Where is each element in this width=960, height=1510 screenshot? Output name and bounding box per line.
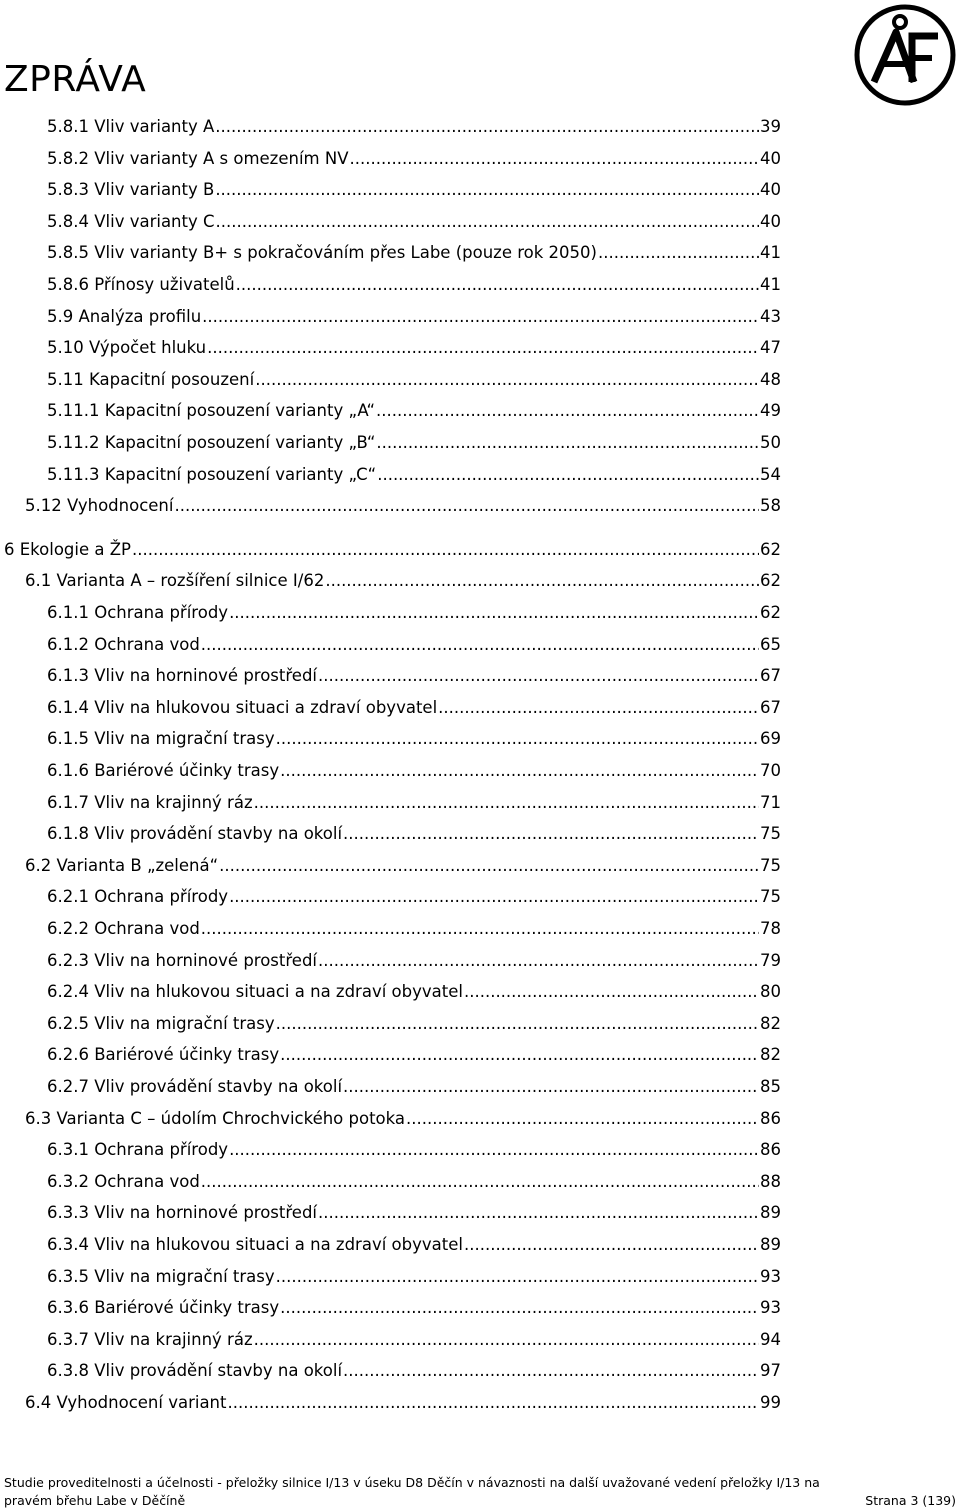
footer-document-subtitle: pravém břehu Labe v Děčíně bbox=[4, 1493, 186, 1508]
toc-entry-heading bbox=[47, 1013, 275, 1035]
toc-entry-number: 6.3.6 bbox=[47, 1298, 89, 1318]
toc-entry[interactable] bbox=[47, 792, 781, 814]
toc-entry-number: 5.8.6 bbox=[47, 275, 89, 294]
toc-entry-number: 6.3.8 bbox=[47, 1361, 89, 1381]
toc-entry-heading bbox=[47, 634, 200, 656]
toc-entry-heading bbox=[47, 116, 214, 138]
toc-entry-number: 6.1.4 bbox=[47, 697, 89, 717]
toc-entry-title: Kapacitní posouzení varianty „B“ bbox=[104, 433, 376, 452]
toc-entry-page: 82 bbox=[760, 1013, 781, 1033]
toc-dot-leader bbox=[254, 792, 759, 814]
toc-dot-leader bbox=[343, 1360, 759, 1382]
toc-entry-heading bbox=[47, 918, 200, 940]
toc-entry-number: 5.12 bbox=[25, 496, 62, 516]
toc-entry-number: 6.1.2 bbox=[47, 634, 89, 654]
toc-entry-page: 41 bbox=[760, 275, 781, 294]
toc-entry-number: 5.11.3 bbox=[47, 464, 100, 484]
toc-entry-page: 97 bbox=[760, 1361, 781, 1381]
toc-entry-number: 5.9 bbox=[47, 306, 74, 326]
toc-entry-page: 89 bbox=[760, 1203, 781, 1223]
footer-document-title: Studie proveditelnosti a účelnosti - přeložky silnice I/13 v úseku D8 Děčín v návaznosti na další uvažované vedení přeložky I/13 na bbox=[4, 1475, 820, 1490]
toc-entry-page: 58 bbox=[760, 496, 781, 516]
toc-entry-title: Ochrana přírody bbox=[94, 1140, 229, 1160]
toc-entry-number: 6.3.5 bbox=[47, 1266, 89, 1286]
toc-entry[interactable] bbox=[25, 1108, 781, 1130]
toc-entry[interactable] bbox=[47, 760, 781, 782]
toc-entry-page: 94 bbox=[760, 1329, 781, 1349]
toc-dot-leader bbox=[325, 570, 759, 592]
toc-entry[interactable] bbox=[47, 1171, 781, 1193]
toc-entry[interactable] bbox=[47, 1202, 781, 1224]
toc-dot-leader bbox=[464, 1234, 759, 1256]
toc-dot-leader bbox=[464, 981, 759, 1003]
toc-entry-heading bbox=[47, 665, 317, 687]
toc-entry[interactable] bbox=[47, 242, 781, 264]
toc-entry-number: 6.1.6 bbox=[47, 761, 89, 780]
toc-entry-number: 6.4 bbox=[25, 1393, 52, 1412]
toc-entry[interactable] bbox=[25, 1392, 781, 1414]
toc-entry-title: Vliv varianty B+ s pokračováním přes Labe (pouze rok 2050) bbox=[94, 243, 597, 263]
toc-dot-leader bbox=[318, 950, 759, 972]
toc-entry-page: 79 bbox=[760, 950, 781, 970]
toc-dot-leader bbox=[376, 432, 759, 454]
toc-entry-page: 39 bbox=[760, 117, 781, 136]
toc-entry-title: Vliv provádění stavby na okolí bbox=[94, 824, 343, 844]
toc-entry-title: Bariérové účinky trasy bbox=[94, 761, 280, 780]
toc-entry-heading bbox=[25, 855, 218, 877]
toc-entry-heading bbox=[47, 1076, 342, 1098]
toc-entry[interactable] bbox=[47, 1329, 781, 1351]
toc-entry-number: 5.8.2 bbox=[47, 148, 89, 168]
toc-entry[interactable] bbox=[47, 337, 781, 359]
toc-entry-heading bbox=[47, 369, 254, 391]
toc-entry-number: 6.1.1 bbox=[47, 603, 89, 622]
toc-entry[interactable] bbox=[47, 116, 781, 138]
toc-entry-heading bbox=[25, 1392, 226, 1414]
toc-entry-title: Vliv na horninové prostředí bbox=[94, 950, 318, 970]
page-footer bbox=[4, 1474, 956, 1510]
toc-dot-leader bbox=[343, 1076, 759, 1098]
toc-entry[interactable] bbox=[47, 886, 781, 908]
toc-dot-leader bbox=[377, 464, 759, 486]
toc-entry-heading bbox=[47, 464, 376, 486]
toc-entry-heading bbox=[47, 1234, 463, 1256]
toc-dot-leader bbox=[207, 337, 759, 359]
toc-entry-number: 6.3.3 bbox=[47, 1203, 89, 1223]
toc-entry[interactable] bbox=[47, 823, 781, 845]
toc-entry-title: Ochrana vod bbox=[94, 919, 200, 938]
toc-entry-page: 67 bbox=[760, 697, 781, 717]
toc-entry-heading bbox=[47, 1171, 200, 1193]
toc-entry-page: 40 bbox=[760, 211, 781, 231]
page-number: Strana 3 (139) bbox=[865, 1493, 956, 1508]
toc-entry-heading bbox=[47, 432, 375, 454]
toc-entry-page: 93 bbox=[760, 1298, 781, 1318]
toc-entry-page: 80 bbox=[760, 982, 781, 1002]
toc-entry-number: 5.8.5 bbox=[47, 243, 89, 263]
toc-entry-title: Ochrana přírody bbox=[94, 887, 229, 907]
toc-entry-number: 6.2 bbox=[25, 855, 52, 875]
toc-entry[interactable] bbox=[47, 634, 781, 656]
toc-entry[interactable] bbox=[47, 602, 781, 624]
toc-entry-heading bbox=[47, 400, 375, 422]
toc-dot-leader bbox=[216, 211, 759, 233]
toc-dot-leader bbox=[350, 148, 760, 170]
toc-entry-number: 5.10 bbox=[47, 338, 84, 358]
toc-dot-leader bbox=[215, 179, 759, 201]
toc-entry-heading bbox=[47, 274, 235, 296]
toc-dot-leader bbox=[598, 242, 759, 264]
toc-entry-page: 65 bbox=[760, 634, 781, 654]
toc-entry-heading bbox=[47, 148, 349, 170]
toc-entry-heading bbox=[25, 570, 324, 592]
toc-entry-page: 62 bbox=[760, 571, 781, 591]
toc-entry-heading bbox=[47, 179, 214, 201]
toc-entry-title: Výpočet hluku bbox=[89, 338, 207, 358]
toc-entry-title: Vliv na hlukovou situaci a na zdraví obyvatel bbox=[94, 982, 463, 1002]
toc-entry-page: 67 bbox=[760, 666, 781, 686]
toc-entry-page: 85 bbox=[760, 1077, 781, 1096]
toc-entry[interactable] bbox=[47, 1360, 781, 1382]
toc-entry[interactable] bbox=[47, 400, 781, 422]
toc-entry-title: Vliv varianty A s omezením NV bbox=[94, 148, 349, 168]
toc-entry-number: 6.3.2 bbox=[47, 1171, 89, 1191]
toc-entry-title: Ochrana vod bbox=[94, 1171, 200, 1191]
toc-entry-title: Ochrana přírody bbox=[94, 603, 229, 622]
toc-entry[interactable] bbox=[47, 697, 781, 719]
toc-entry-heading bbox=[47, 886, 228, 908]
toc-entry-heading bbox=[47, 1202, 317, 1224]
toc-entry-number: 6.3.4 bbox=[47, 1235, 89, 1254]
toc-entry-title: Ekologie a ŽP bbox=[19, 539, 131, 559]
toc-entry-title: Varianta A – rozšíření silnice I/62 bbox=[56, 571, 325, 591]
toc-dot-leader bbox=[201, 1171, 759, 1193]
toc-entry-number: 6.2.5 bbox=[47, 1013, 89, 1033]
toc-entry-number: 5.8.4 bbox=[47, 211, 89, 231]
toc-entry-page: 54 bbox=[760, 464, 781, 484]
toc-entry-heading bbox=[47, 823, 342, 845]
toc-entry-heading bbox=[47, 242, 597, 264]
toc-entry-heading bbox=[47, 602, 228, 624]
toc-entry-number: 6.3.1 bbox=[47, 1140, 89, 1160]
toc-entry-page: 86 bbox=[760, 1108, 781, 1128]
toc-entry-number: 6.2.3 bbox=[47, 950, 89, 970]
toc-entry[interactable] bbox=[25, 570, 781, 592]
toc-entry-title: Vliv provádění stavby na okolí bbox=[94, 1077, 343, 1096]
page-title: ZPRÁVA bbox=[4, 59, 147, 100]
toc-entry-title: Varianta B „zelená“ bbox=[56, 855, 219, 875]
toc-entry-heading bbox=[47, 981, 463, 1003]
toc-entry-title: Ochrana vod bbox=[94, 634, 200, 654]
toc-entry-number: 6.3 bbox=[25, 1108, 52, 1128]
company-logo-icon bbox=[852, 2, 958, 108]
toc-entry-number: 6.1.7 bbox=[47, 792, 89, 812]
toc-entry-heading bbox=[4, 539, 131, 561]
toc-dot-leader bbox=[201, 634, 759, 656]
toc-entry-title: Vliv na krajinný ráz bbox=[94, 1329, 253, 1349]
toc-entry-number: 6.3.7 bbox=[47, 1329, 89, 1349]
toc-entry[interactable] bbox=[47, 1297, 781, 1319]
toc-dot-leader bbox=[132, 539, 759, 561]
toc-entry-page: 48 bbox=[760, 369, 781, 389]
toc-entry[interactable] bbox=[47, 148, 781, 170]
toc-entry[interactable] bbox=[47, 1139, 781, 1161]
toc-entry-title: Kapacitní posouzení bbox=[89, 369, 255, 389]
toc-entry-heading bbox=[47, 792, 253, 814]
toc-dot-leader bbox=[276, 1013, 759, 1035]
toc-entry[interactable] bbox=[47, 1076, 781, 1098]
toc-entry-number: 6.1 bbox=[25, 571, 52, 591]
toc-dot-leader bbox=[318, 1202, 759, 1224]
toc-entry-title: Bariérové účinky trasy bbox=[94, 1298, 280, 1318]
toc-entry-title: Vliv na hlukovou situaci a zdraví obyvatel bbox=[94, 697, 438, 717]
toc-entry[interactable] bbox=[47, 1013, 781, 1035]
toc-entry-number: 5.11.1 bbox=[47, 401, 100, 421]
toc-dot-leader bbox=[276, 1266, 759, 1288]
toc-dot-leader bbox=[201, 918, 759, 940]
toc-entry-heading bbox=[47, 1329, 253, 1351]
toc-entry[interactable] bbox=[25, 495, 781, 517]
toc-entry-title: Vliv na migrační trasy bbox=[94, 1013, 275, 1033]
toc-dot-leader bbox=[280, 1044, 759, 1066]
toc-entry-page: 75 bbox=[760, 824, 781, 844]
toc-entry-heading bbox=[47, 1360, 342, 1382]
toc-entry-heading bbox=[47, 1139, 228, 1161]
toc-entry-page: 93 bbox=[760, 1266, 781, 1286]
toc-entry-title: Vyhodnocení variant bbox=[56, 1393, 227, 1412]
toc-entry[interactable] bbox=[47, 981, 781, 1003]
toc-entry[interactable] bbox=[25, 855, 781, 877]
toc-entry-number: 6.2.4 bbox=[47, 982, 89, 1002]
toc-entry-heading bbox=[47, 337, 206, 359]
toc-entry-number: 6.1.3 bbox=[47, 666, 89, 686]
toc-entry-page: 40 bbox=[760, 180, 781, 200]
toc-entry-page: 86 bbox=[760, 1140, 781, 1160]
toc-entry-page: 43 bbox=[760, 306, 781, 326]
toc-entry-title: Vliv varianty B bbox=[94, 180, 215, 200]
toc-entry-page: 70 bbox=[760, 761, 781, 780]
toc-dot-leader bbox=[229, 602, 759, 624]
toc-entry[interactable] bbox=[47, 306, 781, 328]
toc-entry-heading bbox=[47, 211, 215, 233]
toc-dot-leader bbox=[376, 400, 759, 422]
toc-entry-page: 47 bbox=[760, 338, 781, 358]
toc-entry[interactable] bbox=[47, 432, 781, 454]
toc-entry-number: 6.1.5 bbox=[47, 729, 89, 749]
toc-entry[interactable] bbox=[47, 369, 781, 391]
toc-entry-title: Vliv varianty A bbox=[94, 117, 215, 136]
toc-dot-leader bbox=[276, 728, 759, 750]
toc-entry[interactable] bbox=[47, 1044, 781, 1066]
toc-entry-number: 5.11 bbox=[47, 369, 84, 389]
toc-entry-number: 5.8.3 bbox=[47, 180, 89, 200]
toc-dot-leader bbox=[229, 1139, 759, 1161]
toc-entry[interactable] bbox=[47, 665, 781, 687]
toc-entry-page: 41 bbox=[760, 243, 781, 263]
toc-dot-leader bbox=[227, 1392, 759, 1414]
toc-entry-page: 50 bbox=[760, 433, 781, 452]
toc-entry-heading bbox=[47, 306, 201, 328]
toc-entry-heading bbox=[47, 950, 317, 972]
toc-entry[interactable] bbox=[47, 464, 781, 486]
toc-entry-heading bbox=[47, 697, 437, 719]
toc-entry-title: Vliv na migrační trasy bbox=[94, 729, 275, 749]
toc-dot-leader bbox=[236, 274, 759, 296]
toc-entry-title: Kapacitní posouzení varianty „A“ bbox=[104, 401, 376, 421]
toc-entry[interactable] bbox=[47, 211, 781, 233]
toc-entry-heading bbox=[47, 760, 279, 782]
toc-entry[interactable] bbox=[47, 1234, 781, 1256]
toc-entry-page: 99 bbox=[760, 1393, 781, 1412]
toc-entry-heading bbox=[47, 728, 275, 750]
toc-entry-page: 40 bbox=[760, 148, 781, 168]
toc-dot-leader bbox=[318, 665, 759, 687]
toc-entry-page: 78 bbox=[760, 919, 781, 938]
toc-entry-number: 6.2.1 bbox=[47, 887, 89, 907]
toc-entry-title: Vliv na hlukovou situaci a na zdraví obyvatel bbox=[94, 1235, 463, 1254]
toc-dot-leader bbox=[406, 1108, 759, 1130]
toc-entry-page: 62 bbox=[760, 603, 781, 622]
toc-entry-title: Vliv provádění stavby na okolí bbox=[94, 1361, 343, 1381]
toc-dot-leader bbox=[280, 760, 759, 782]
toc-entry-title: Kapacitní posouzení varianty „C“ bbox=[104, 464, 377, 484]
toc-entry-title: Bariérové účinky trasy bbox=[94, 1045, 280, 1065]
toc-dot-leader bbox=[280, 1297, 759, 1319]
toc-dot-leader bbox=[254, 1329, 759, 1351]
toc-entry-number: 5.11.2 bbox=[47, 433, 100, 452]
toc-entry-page: 88 bbox=[760, 1171, 781, 1191]
toc-dot-leader bbox=[202, 306, 759, 328]
toc-entry[interactable] bbox=[47, 179, 781, 201]
toc-entry-number: 6.1.8 bbox=[47, 824, 89, 844]
toc-entry-page: 62 bbox=[760, 539, 781, 559]
toc-entry-page: 69 bbox=[760, 729, 781, 749]
toc-entry-title: Vliv na krajinný ráz bbox=[94, 792, 253, 812]
toc-entry-heading bbox=[25, 1108, 405, 1130]
toc-dot-leader bbox=[215, 116, 759, 138]
toc-entry-number: 6.2.2 bbox=[47, 919, 89, 938]
toc-entry-heading bbox=[47, 1044, 279, 1066]
toc-entry-heading bbox=[47, 1266, 275, 1288]
toc-entry[interactable] bbox=[47, 728, 781, 750]
toc-dot-leader bbox=[438, 697, 759, 719]
toc-entry-page: 75 bbox=[760, 887, 781, 907]
toc-entry-title: Analýza profilu bbox=[78, 306, 202, 326]
toc-entry-number: 5.8.1 bbox=[47, 117, 89, 136]
toc-entry-title: Vyhodnocení bbox=[67, 496, 174, 516]
toc-entry-page: 75 bbox=[760, 855, 781, 875]
toc-entry[interactable] bbox=[47, 950, 781, 972]
toc-entry[interactable] bbox=[47, 274, 781, 296]
toc-entry-page: 89 bbox=[760, 1235, 781, 1254]
toc-entry-heading bbox=[47, 1297, 279, 1319]
toc-entry[interactable] bbox=[4, 539, 781, 561]
toc-entry-title: Vliv na horninové prostředí bbox=[94, 1203, 318, 1223]
toc-dot-leader bbox=[343, 823, 759, 845]
toc-entry-page: 71 bbox=[760, 792, 781, 812]
toc-entry-number: 6.2.7 bbox=[47, 1077, 89, 1096]
toc-entry-title: Přínosy uživatelů bbox=[94, 275, 235, 294]
toc-entry-title: Vliv na migrační trasy bbox=[94, 1266, 275, 1286]
toc-entry-title: Varianta C – údolím Chrochvického potoka bbox=[56, 1108, 406, 1128]
toc-entry-title: Vliv na horninové prostředí bbox=[94, 666, 318, 686]
toc-dot-leader bbox=[255, 369, 759, 391]
toc-dot-leader bbox=[229, 886, 759, 908]
toc-entry-number: 6.2.6 bbox=[47, 1045, 89, 1065]
toc-dot-leader bbox=[174, 495, 759, 517]
toc-dot-leader bbox=[219, 855, 759, 877]
toc-entry-page: 49 bbox=[760, 401, 781, 421]
toc-entry-title: Vliv varianty C bbox=[94, 211, 215, 231]
toc-entry-heading bbox=[25, 495, 173, 517]
toc-entry[interactable] bbox=[47, 918, 781, 940]
toc-entry-page: 82 bbox=[760, 1045, 781, 1065]
toc-entry[interactable] bbox=[47, 1266, 781, 1288]
toc-entry-number: 6 bbox=[4, 539, 15, 559]
